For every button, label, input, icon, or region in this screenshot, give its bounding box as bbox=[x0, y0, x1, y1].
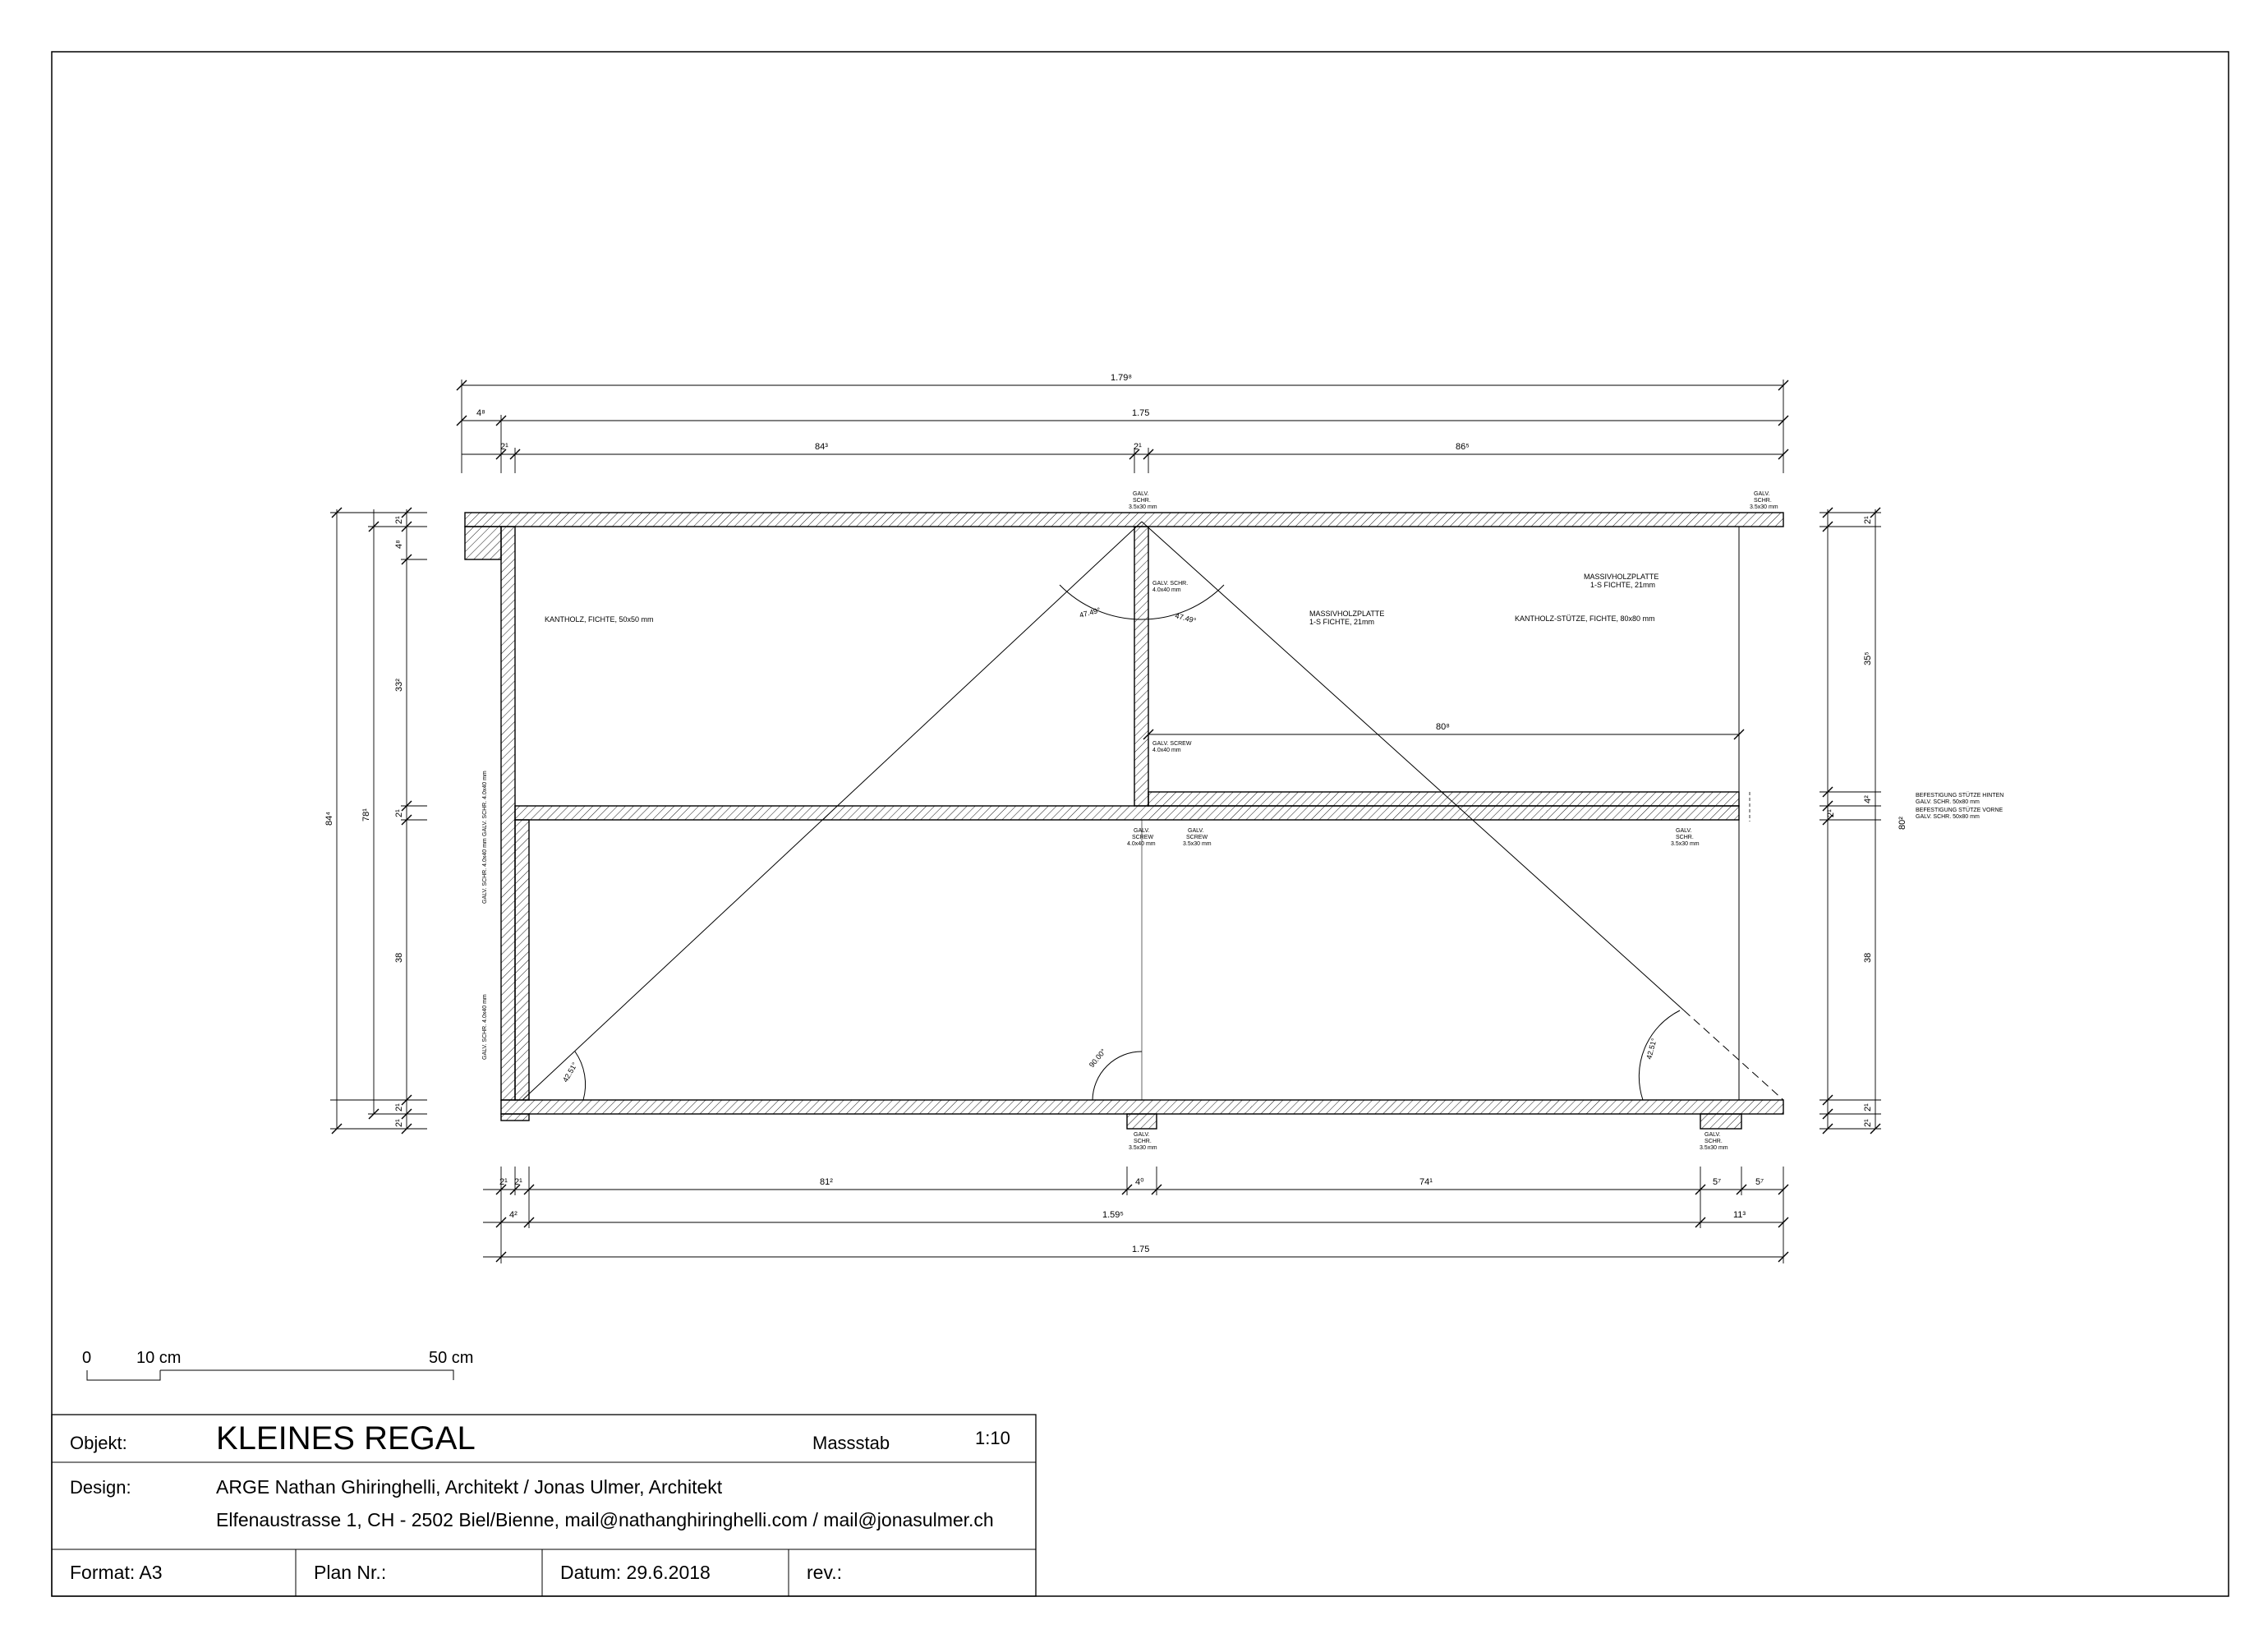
note-screw: SCHR. bbox=[1676, 835, 1694, 840]
note-screw: 4.0x40 mm bbox=[1152, 748, 1181, 753]
dim-shelf-width: 80⁸ bbox=[1436, 722, 1450, 732]
note-befestigung: GALV. SCHR. 50x80 mm bbox=[1916, 814, 1980, 820]
note-screw: SCHR. bbox=[1134, 1139, 1152, 1144]
dim-top-left-offset: 4⁸ bbox=[476, 408, 485, 418]
note-befestigung: BEFESTIGUNG STÜTZE HINTEN bbox=[1916, 793, 2004, 798]
note-screw: 3.5x30 mm bbox=[1671, 841, 1700, 847]
rev-field: rev.: bbox=[807, 1562, 843, 1583]
dim-bottom: 81² bbox=[820, 1177, 833, 1187]
dim-left: 33² bbox=[394, 679, 404, 692]
note-befestigung: GALV. SCHR. 50x80 mm bbox=[1916, 799, 1980, 805]
note-kantholz-stuetze: KANTHOLZ-STÜTZE, FICHTE, 80x80 mm bbox=[1515, 614, 1655, 623]
angle-label: 42.51° bbox=[1645, 1037, 1658, 1061]
note-screw: 3.5x30 mm bbox=[1183, 841, 1212, 847]
scale-ten: 10 cm bbox=[136, 1349, 182, 1367]
note-screw: 4.0x40 mm bbox=[1152, 587, 1181, 593]
design-line-1: ARGE Nathan Ghiringhelli, Architekt / Jonas Ulmer, Architekt bbox=[216, 1476, 723, 1498]
foot-left bbox=[501, 1114, 529, 1121]
note-screw: SCREW bbox=[1186, 835, 1208, 840]
dim-bottom: 5⁷ bbox=[1755, 1177, 1764, 1187]
angle-label: 47.49° bbox=[1174, 611, 1198, 625]
foot-right bbox=[1700, 1114, 1741, 1129]
shelf-elevation bbox=[465, 513, 1783, 1129]
massstab-label: Massstab bbox=[812, 1433, 890, 1453]
objekt-title: KLEINES REGAL bbox=[216, 1420, 476, 1457]
dim-right: 80² bbox=[1898, 817, 1907, 830]
dim-left: 4⁸ bbox=[394, 540, 404, 549]
dim-bottom: 4² bbox=[509, 1210, 518, 1220]
left-inner-strip bbox=[515, 820, 529, 1100]
note-screw: GALV. SCHR. bbox=[1152, 581, 1189, 587]
note-massiv-center: 1-S FICHTE, 21mm bbox=[1309, 618, 1375, 626]
scale-fifty: 50 cm bbox=[429, 1349, 474, 1367]
dim-left: 2¹ bbox=[394, 1119, 404, 1127]
dim-bottom: 4⁰ bbox=[1135, 1177, 1144, 1187]
note-screw: SCREW bbox=[1132, 835, 1154, 840]
dim-left: 38 bbox=[394, 952, 404, 963]
dim-right: 2¹ bbox=[1826, 809, 1836, 817]
datum-field: Datum: 29.6.2018 bbox=[560, 1562, 711, 1583]
note-screw: GALV. bbox=[1754, 491, 1770, 497]
dim-bottom: 11³ bbox=[1733, 1210, 1746, 1220]
dim-right: 35⁵ bbox=[1863, 651, 1873, 665]
objekt-label: Objekt: bbox=[70, 1433, 127, 1453]
note-screw: GALV. SCHR. 4.0x40 mm bbox=[482, 994, 488, 1060]
angle-label: 90.00° bbox=[1087, 1047, 1108, 1070]
note-massiv-right: MASSIVHOLZPLATTE bbox=[1584, 573, 1659, 581]
material-notes bbox=[482, 491, 2003, 1151]
note-screw: 3.5x30 mm bbox=[1700, 1145, 1728, 1151]
note-screw: SCHR. bbox=[1704, 1139, 1723, 1144]
dim-bottom: 74¹ bbox=[1419, 1177, 1433, 1187]
top-left-batten bbox=[465, 527, 501, 559]
massstab-value: 1:10 bbox=[975, 1428, 1010, 1448]
dim-top-seg: 2¹ bbox=[1134, 442, 1142, 452]
angle-label: 42.51° bbox=[561, 1061, 579, 1084]
dim-bottom: 5⁷ bbox=[1713, 1177, 1722, 1187]
note-kantholz: KANTHOLZ, FICHTE, 50x50 mm bbox=[545, 615, 654, 624]
bottom-board bbox=[501, 1100, 1783, 1114]
note-screw: SCHR. bbox=[1754, 498, 1772, 504]
dim-bottom: 2¹ bbox=[499, 1177, 508, 1187]
middle-shelf bbox=[515, 806, 1739, 820]
format-field: Format: A3 bbox=[70, 1562, 163, 1583]
note-screw: GALV. SCREW bbox=[1152, 741, 1192, 747]
dim-left: 2¹ bbox=[394, 1103, 404, 1111]
note-massiv-center: MASSIVHOLZPLATTE bbox=[1309, 610, 1385, 618]
foot-center bbox=[1127, 1114, 1157, 1129]
note-screw: GALV. bbox=[1676, 828, 1692, 834]
note-screw: 3.5x30 mm bbox=[1750, 504, 1778, 510]
note-screw: GALV. bbox=[1134, 828, 1150, 834]
dim-bottom-total: 1.75 bbox=[1132, 1245, 1150, 1254]
note-screw: GALV. bbox=[1704, 1132, 1721, 1138]
dim-left: 2¹ bbox=[394, 516, 404, 524]
dim-right: 4² bbox=[1863, 795, 1873, 803]
dim-top-seg: 2¹ bbox=[500, 442, 508, 452]
dim-top-inner: 1.75 bbox=[1132, 408, 1150, 418]
note-screw: GALV. SCHR. 4.0x40 mm bbox=[482, 838, 488, 904]
note-screw: 4.0x40 mm bbox=[1127, 841, 1156, 847]
note-befestigung: BEFESTIGUNG STÜTZE VORNE bbox=[1916, 808, 2003, 813]
note-screw: SCHR. bbox=[1133, 498, 1151, 504]
dim-top-seg: 86⁵ bbox=[1456, 442, 1470, 452]
scale-zero: 0 bbox=[82, 1349, 92, 1367]
dim-left: 78¹ bbox=[361, 808, 371, 822]
left-side-panel bbox=[501, 527, 515, 1100]
note-screw: 3.5x30 mm bbox=[1129, 504, 1157, 510]
middle-divider bbox=[1134, 527, 1148, 806]
top-board bbox=[465, 513, 1783, 527]
dim-right: 2¹ bbox=[1863, 1119, 1873, 1127]
dim-top-seg: 84³ bbox=[815, 442, 828, 452]
design-label: Design: bbox=[70, 1477, 131, 1498]
dim-top-overall: 1.79⁸ bbox=[1111, 373, 1133, 383]
dim-right: 38 bbox=[1863, 952, 1873, 963]
note-screw: 3.5x30 mm bbox=[1129, 1145, 1157, 1151]
scale-bar bbox=[82, 1349, 473, 1380]
dim-right: 2¹ bbox=[1863, 1103, 1873, 1111]
note-screw: GALV. SCHR. 4.0x40 mm bbox=[482, 771, 488, 836]
dim-left: 84⁴ bbox=[324, 812, 334, 826]
note-screw: GALV. bbox=[1134, 1132, 1150, 1138]
dim-right: 2¹ bbox=[1863, 516, 1873, 524]
note-screw: GALV. bbox=[1188, 828, 1204, 834]
dim-bottom: 1.59⁵ bbox=[1102, 1210, 1124, 1220]
angle-labels bbox=[561, 605, 1658, 1084]
dim-left: 2¹ bbox=[394, 809, 404, 817]
title-block bbox=[52, 1415, 1036, 1596]
plan-nr-field: Plan Nr.: bbox=[314, 1562, 387, 1583]
angle-label: 47.49° bbox=[1078, 605, 1102, 619]
note-screw: GALV. bbox=[1133, 491, 1149, 497]
dim-bottom: 2¹ bbox=[514, 1177, 522, 1187]
design-line-2: Elfenaustrasse 1, CH - 2502 Biel/Bienne, mail@nathanghiringhelli.com / mail@jonasulmer.ch bbox=[216, 1509, 994, 1530]
note-massiv-right: 1-S FICHTE, 21mm bbox=[1590, 581, 1656, 589]
